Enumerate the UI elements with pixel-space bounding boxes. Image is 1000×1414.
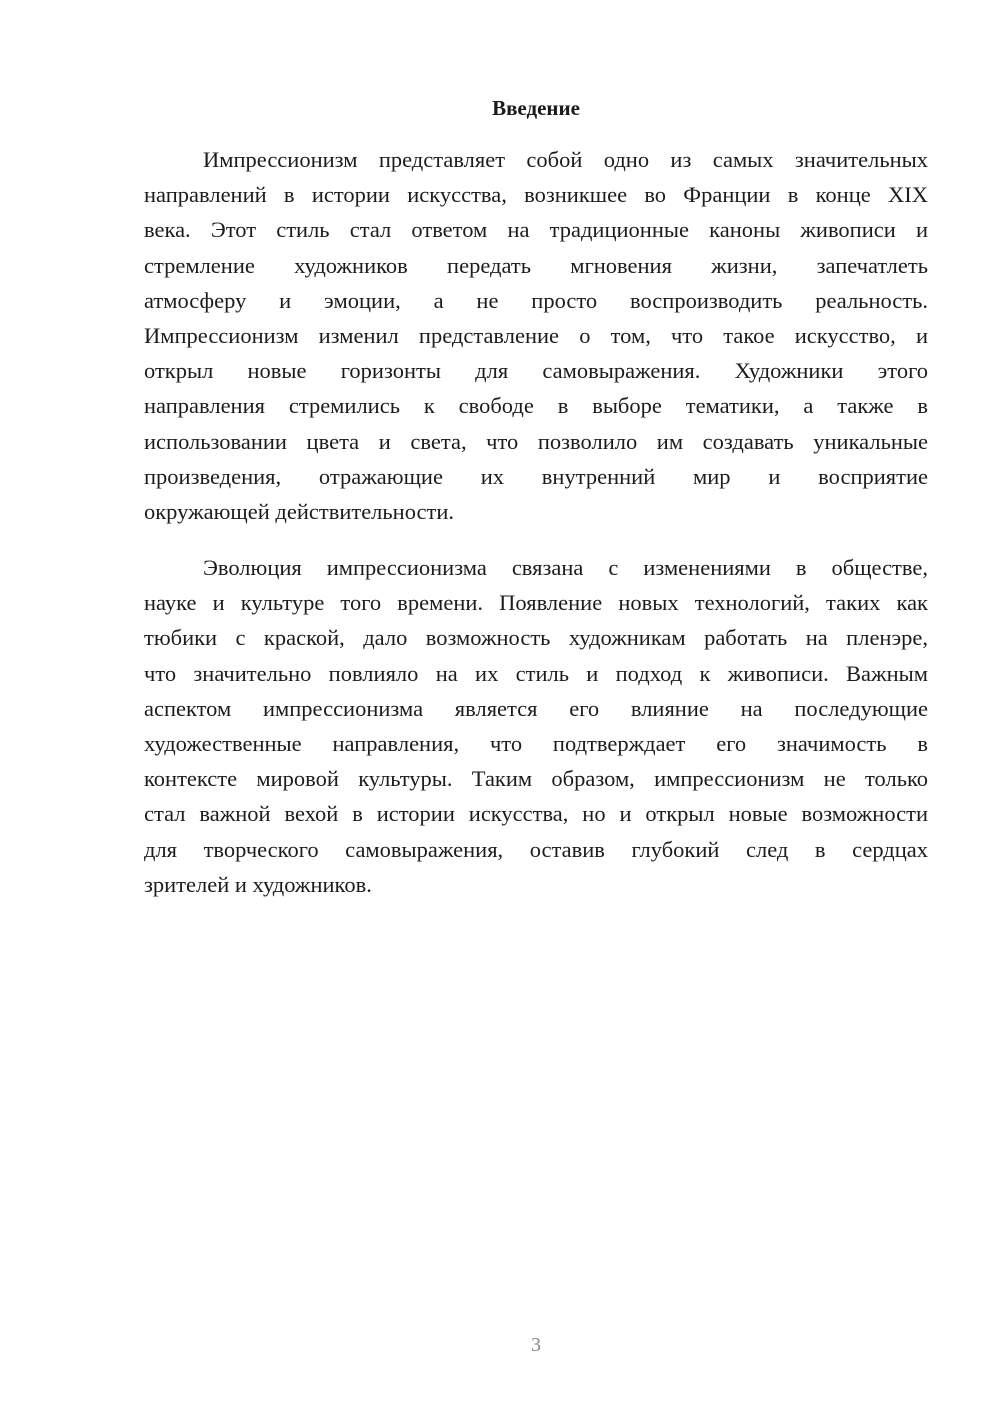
paragraph-line: стремление художников передать мгновения жизни, запечатлеть: [144, 252, 928, 278]
paragraph-line: направлений в истории искусства, возникшее во Франции в конце XIX: [144, 182, 928, 208]
paragraph-line: стал важной вехой в истории искусства, но и открыл новые возможности: [144, 801, 928, 827]
paragraph-line: Импрессионизм представляет собой одно из самых значительных: [203, 147, 928, 172]
section-heading: Введение: [492, 96, 580, 120]
paragraph-line: для творческого самовыражения, оставив глубокий след в сердцах: [144, 836, 928, 862]
paragraph-line: контексте мировой культуры. Таким образом, импрессионизм не только: [144, 766, 928, 792]
paragraph-line: зрителей и художников.: [144, 871, 372, 897]
paragraph-line: тюбики с краской, дало возможность художникам работать на пленэре,: [144, 625, 928, 651]
paragraph-line: направления стремились к свободе в выборе тематики, а также в: [144, 393, 928, 419]
paragraph-line: науке и культуре того времени. Появление новых технологий, таких как: [144, 590, 928, 616]
paragraph-line: использовании цвета и света, что позволило им создавать уникальные: [144, 428, 928, 454]
paragraph-2: [144, 550, 928, 902]
paragraph-line: что значительно повлияло на их стиль и подход к живописи. Важным: [144, 660, 928, 686]
paragraph-line: атмосферу и эмоции, а не просто воспроизводить реальность.: [144, 287, 928, 313]
paragraph-line: художественные направления, что подтверждает его значимость в: [144, 730, 928, 756]
paragraph-line: произведения, отражающие их внутренний мир и восприятие: [144, 463, 928, 489]
paragraph-line: окружающей действительности.: [144, 498, 455, 524]
paragraph-line: открыл новые горизонты для самовыражения. Художники этого: [144, 358, 928, 384]
paragraph-line: века. Этот стиль стал ответом на традиционные каноны живописи и: [144, 217, 928, 243]
paragraph-1: [144, 142, 928, 529]
paragraph-line: Импрессионизм изменил представление о том, что такое искусство, и: [144, 322, 928, 348]
paragraph-line: Эволюция импрессионизма связана с изменениями в обществе,: [203, 555, 928, 580]
paragraph-line: аспектом импрессионизма является его влияние на последующие: [144, 695, 928, 721]
page-number: 3: [531, 1334, 541, 1356]
